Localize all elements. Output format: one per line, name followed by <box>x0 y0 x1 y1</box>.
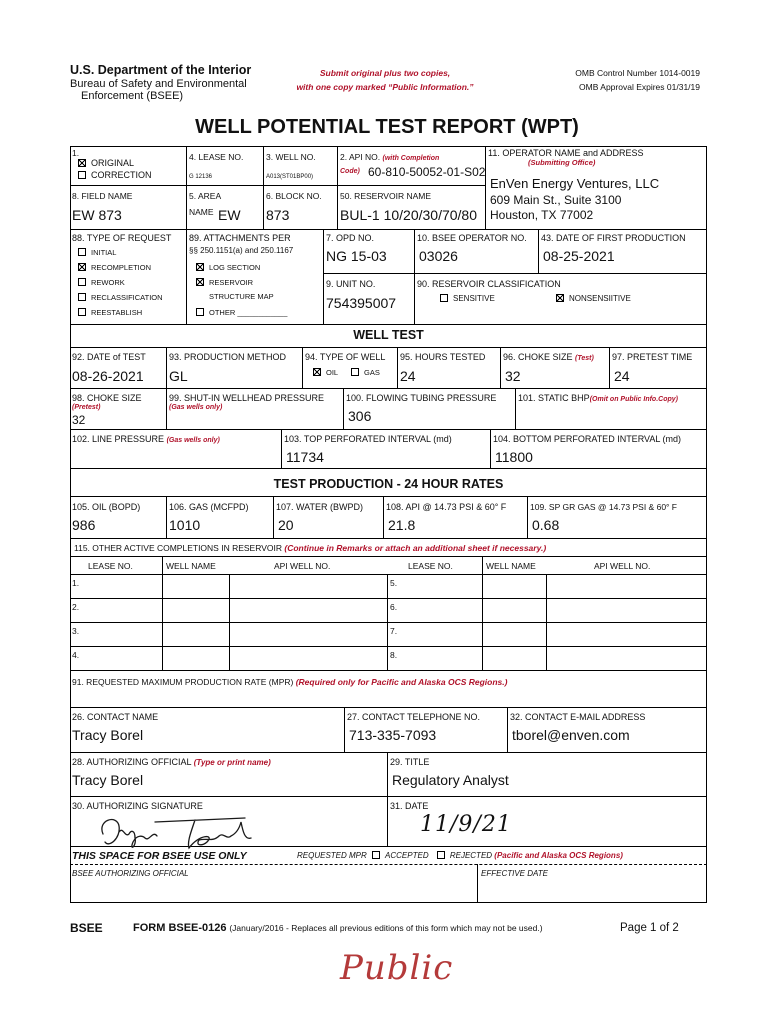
api-label <box>340 152 439 164</box>
col-well-right: WELL NAME <box>486 561 536 571</box>
unit-value: 754395007 <box>326 295 397 311</box>
block-value: 873 <box>266 207 290 223</box>
test-date-value: 08-26-2021 <box>72 368 144 384</box>
oil-checkbox[interactable] <box>313 368 321 376</box>
contact-phone-value: 713-335-7093 <box>349 727 437 743</box>
api-label-text: 2. API NO. <box>340 152 381 162</box>
line-pressure-text: 102. LINE PRESSURE <box>72 434 165 444</box>
bottom-perf-label: 104. BOTTOM PERFORATED INTERVAL (md) <box>493 434 682 444</box>
nonsensitive-checkbox[interactable] <box>556 294 564 302</box>
initial-checkbox[interactable] <box>78 248 86 256</box>
api-gravity-label: 108. API @ 14.73 PSI & 60° F <box>386 502 507 512</box>
lease-value: G 12136 <box>189 174 213 180</box>
submit-line2: with one copy marked “Public Information.” <box>296 82 474 92</box>
method-label: 93. PRODUCTION METHOD <box>169 352 287 362</box>
bottom-perf-value: 11800 <box>495 449 533 465</box>
reclassification-label: RECLASSIFICATION <box>91 293 163 302</box>
bsee-space-label: THIS SPACE FOR BSEE USE ONLY <box>72 850 247 862</box>
title-label: 29. TITLE <box>390 757 430 767</box>
row-3: 3. <box>72 626 80 636</box>
contact-name-value: Tracy Borel <box>72 727 144 743</box>
sensitive-checkbox[interactable] <box>440 294 448 302</box>
col-lease-right: LEASE NO. <box>408 561 453 571</box>
api-label-note: (with Completion <box>382 155 440 162</box>
rejected-label: REJECTED <box>449 851 493 860</box>
col-lease-left: LEASE NO. <box>88 561 133 571</box>
test-production-title: TEST PRODUCTION - 24 HOUR RATES <box>273 477 504 491</box>
auth-official-note: (Type or print name) <box>193 758 271 767</box>
request-reclassification[interactable] <box>78 293 163 303</box>
page-number: Page 1 of 2 <box>620 922 679 934</box>
res-class-label: 90. RESERVOIR CLASSIFICATION <box>417 279 561 289</box>
oil-rate-label: 105. OIL (BOPD) <box>72 502 141 512</box>
other-completions-note: (Continue in Remarks or attach an additional sheet if necessary.) <box>284 543 547 553</box>
other-checkbox[interactable] <box>196 308 204 316</box>
correction-label: CORRECTION <box>91 170 152 180</box>
field-label: 8. FIELD NAME <box>72 191 133 201</box>
attach-structure: STRUCTURE MAP <box>209 292 274 301</box>
request-initial[interactable] <box>78 248 116 258</box>
area-name-label: NAME <box>189 207 214 217</box>
omb-block <box>545 66 700 94</box>
row-5: 5. <box>390 578 398 588</box>
choke-label <box>503 352 594 364</box>
flowing-label: 100. FLOWING TUBING PRESSURE <box>346 393 497 403</box>
shutin-label: 99. SHUT-IN WELLHEAD PRESSURE <box>169 393 325 403</box>
submit-line1: Submit original plus two copies, <box>319 68 451 78</box>
method-value: GL <box>169 368 188 384</box>
choke98-note: (Pretest) <box>72 404 101 411</box>
first-production-value: 08-25-2021 <box>543 248 615 264</box>
recompletion-checkbox[interactable] <box>78 263 86 271</box>
attach-reservoir[interactable] <box>196 278 253 288</box>
bsee-official-label: BSEE AUTHORIZING OFFICIAL <box>72 869 189 878</box>
original-label: ORIGINAL <box>91 158 135 168</box>
unit-label: 9. UNIT NO. <box>326 279 376 289</box>
choke-value: 32 <box>505 368 521 384</box>
shutin-note: (Gas wells only) <box>169 404 223 411</box>
field-value: EW 873 <box>72 207 122 223</box>
res-nonsensitive[interactable] <box>556 294 631 304</box>
area-label: 5. AREA <box>189 191 222 201</box>
reservoir-map-label: RESERVOIR <box>209 278 254 287</box>
other-completions-text: 115. OTHER ACTIVE COMPLETIONS IN RESERVOIR <box>74 543 282 553</box>
static-note: (Omit on Public Info.Copy) <box>589 396 678 403</box>
hours-label: 95. HOURS TESTED <box>400 352 486 362</box>
form-number: FORM BSEE-0126 <box>133 922 227 934</box>
log-label: LOG SECTION <box>209 263 261 272</box>
date-value: 11/9/21 <box>420 812 512 837</box>
operator-line3: Houston, TX 77002 <box>490 208 594 222</box>
water-rate-value: 20 <box>278 517 294 533</box>
well-test-title: WELL TEST <box>353 328 424 342</box>
opd-label: 7. OPD NO. <box>326 233 375 243</box>
reservoir-checkbox[interactable] <box>196 278 204 286</box>
choke98-value: 32 <box>72 413 86 427</box>
request-reestablish[interactable] <box>78 308 142 318</box>
request-rework[interactable] <box>78 278 125 288</box>
well-type-oil[interactable] <box>313 368 338 378</box>
choke-note: (Test) <box>575 355 594 362</box>
api-gravity-value: 21.8 <box>388 517 416 533</box>
date-label: 31. DATE <box>390 801 429 811</box>
oil-rate-value: 986 <box>72 517 96 533</box>
attach-other[interactable]: OTHER ____________ <box>196 308 287 318</box>
api-value: 60-810-50052-01-S02 <box>368 165 486 179</box>
contact-name-label: 26. CONTACT NAME <box>72 712 159 722</box>
correction-checkbox[interactable] <box>78 171 86 179</box>
bsee-mpr-line <box>297 851 623 861</box>
rework-checkbox[interactable] <box>78 278 86 286</box>
reestablish-checkbox[interactable] <box>78 308 86 316</box>
auth-official-text: 28. AUTHORIZING OFFICIAL <box>72 757 192 767</box>
effective-date-label: EFFECTIVE DATE <box>481 869 548 878</box>
rework-label: REWORK <box>91 278 125 287</box>
mpr-text: 91. REQUESTED MAXIMUM PRODUCTION RATE (MPR) <box>72 677 294 687</box>
first-production-label: 43. DATE OF FIRST PRODUCTION <box>541 233 686 243</box>
request-label: 88. TYPE OF REQUEST <box>72 233 172 243</box>
row-2: 2. <box>72 602 80 612</box>
signature-label: 30. AUTHORIZING SIGNATURE <box>72 801 203 811</box>
lease-label: 4. LEASE NO. <box>189 152 244 162</box>
sp-gr-value: 0.68 <box>532 517 560 533</box>
attach-log[interactable] <box>196 263 260 273</box>
correction-option[interactable] <box>78 170 152 180</box>
contact-email-value: tborel@enven.com <box>512 727 630 743</box>
operator-line2: 609 Main St., Suite 3100 <box>490 193 622 207</box>
auth-official-label <box>72 757 271 768</box>
row-1: 1. <box>72 578 80 588</box>
agency-line1: U.S. Department of the Interior <box>70 63 252 77</box>
auth-official-value: Tracy Borel <box>72 772 144 788</box>
original-checkbox[interactable] <box>78 159 86 167</box>
operator-label: 11. OPERATOR NAME and ADDRESS <box>488 148 644 158</box>
footer-bsee: BSEE <box>70 921 103 935</box>
contact-phone-label: 27. CONTACT TELEPHONE NO. <box>347 712 481 722</box>
rejected-checkbox[interactable] <box>437 851 445 859</box>
choke-label-text: 96. CHOKE SIZE <box>503 352 573 362</box>
log-checkbox[interactable] <box>196 263 204 271</box>
pretest-label: 97. PRETEST TIME <box>612 352 693 362</box>
hours-value: 24 <box>400 368 416 384</box>
static-label-text: 101. STATIC BHP <box>518 393 590 403</box>
col-api-right: API WELL NO. <box>594 561 651 571</box>
gas-rate-label: 106. GAS (MCFPD) <box>169 502 249 512</box>
top-perf-label: 103. TOP PERFORATED INTERVAL (md) <box>284 434 452 444</box>
form-note: (January/2016 - Replaces all previous editions of this form which may not be used.) <box>229 923 543 933</box>
reservoir-label: 50. RESERVOIR NAME <box>340 191 432 201</box>
line-pressure-label <box>72 434 220 446</box>
sp-gr-label: 109. SP GR GAS @ 14.73 PSI & 60° F <box>530 502 677 512</box>
attach-ref: §§ 250.1151(a) and 250.1167 <box>189 246 294 255</box>
request-recompletion[interactable] <box>78 263 151 273</box>
choke98-label: 98. CHOKE SIZE <box>72 393 142 403</box>
row-6: 6. <box>390 602 398 612</box>
top-perf-value: 11734 <box>286 449 324 465</box>
submit-instructions <box>280 66 490 94</box>
oil-label: OIL <box>326 368 339 377</box>
other-label: OTHER <box>209 308 236 317</box>
reservoir-value: BUL-1 10/20/30/70/80 <box>340 207 477 223</box>
water-rate-label: 107. WATER (BWPD) <box>276 502 364 512</box>
well-type-label: 94. TYPE OF WELL <box>305 352 386 362</box>
block-label: 6. BLOCK NO. <box>266 191 322 201</box>
row-4: 4. <box>72 650 80 660</box>
api-code-label: Code) <box>340 168 360 175</box>
pretest-value: 24 <box>614 368 630 384</box>
well-value: A013(ST01BP00) <box>266 174 314 180</box>
agency-line2: Bureau of Safety and Environmental <box>70 78 247 90</box>
sensitive-label: SENSITIVE <box>453 294 495 303</box>
col-well-left: WELL NAME <box>166 561 216 571</box>
form-title: WELL POTENTIAL TEST REPORT (WPT) <box>195 116 579 138</box>
gas-label: GAS <box>364 368 380 377</box>
omb-expires: OMB Approval Expires 01/31/19 <box>579 82 700 92</box>
res-sensitive[interactable] <box>440 294 495 304</box>
gas-checkbox[interactable] <box>351 368 359 376</box>
operator-line1: EnVen Energy Ventures, LLC <box>490 176 660 191</box>
gas-rate-value: 1010 <box>169 517 201 533</box>
area-value: EW <box>218 207 241 223</box>
row-7: 7. <box>390 626 398 636</box>
bsee-operator-label: 10. BSEE OPERATOR NO. <box>417 233 527 243</box>
mpr-label <box>72 677 507 687</box>
bsee-operator-value: 03026 <box>419 248 458 264</box>
static-label <box>518 393 678 405</box>
reclassification-checkbox[interactable] <box>78 293 86 301</box>
attach-label: 89. ATTACHMENTS PER <box>189 233 291 243</box>
accepted-checkbox[interactable] <box>372 851 380 859</box>
flowing-value: 306 <box>348 408 372 424</box>
rejected-note: (Pacific and Alaska OCS Regions) <box>494 851 623 860</box>
contact-email-label: 32. CONTACT E-MAIL ADDRESS <box>510 712 646 722</box>
title-value: Regulatory Analyst <box>392 772 509 788</box>
public-stamp: Public <box>340 948 454 988</box>
accepted-label: ACCEPTED <box>385 851 429 860</box>
initial-label: INITIAL <box>91 248 117 257</box>
omb-control: OMB Control Number 1014-0019 <box>575 68 700 78</box>
line-pressure-note: (Gas wells only) <box>166 437 220 444</box>
opd-value: NG 15-03 <box>326 248 387 264</box>
agency-line3: Enforcement (BSEE) <box>81 90 184 102</box>
mpr-note: (Required only for Pacific and Alaska OCS Regions.) <box>295 677 508 687</box>
test-date-label: 92. DATE of TEST <box>72 352 146 362</box>
original-option[interactable] <box>78 158 134 168</box>
footer-form <box>133 922 543 934</box>
agency-block <box>70 63 251 102</box>
col-api-left: API WELL NO. <box>274 561 331 571</box>
row-8: 8. <box>390 650 398 660</box>
operator-note: (Submitting Office) <box>528 158 596 167</box>
section-1-number: 1. <box>72 148 80 158</box>
well-label: 3. WELL NO. <box>266 152 316 162</box>
other-completions-label <box>74 543 546 553</box>
requested-mpr-label: REQUESTED MPR <box>297 851 367 860</box>
nonsensitive-label: NONSENSIITIVE <box>569 294 631 303</box>
well-type-gas[interactable] <box>351 368 380 378</box>
reestablish-label: REESTABLISH <box>91 308 143 317</box>
recompletion-label: RECOMPLETION <box>91 263 152 272</box>
